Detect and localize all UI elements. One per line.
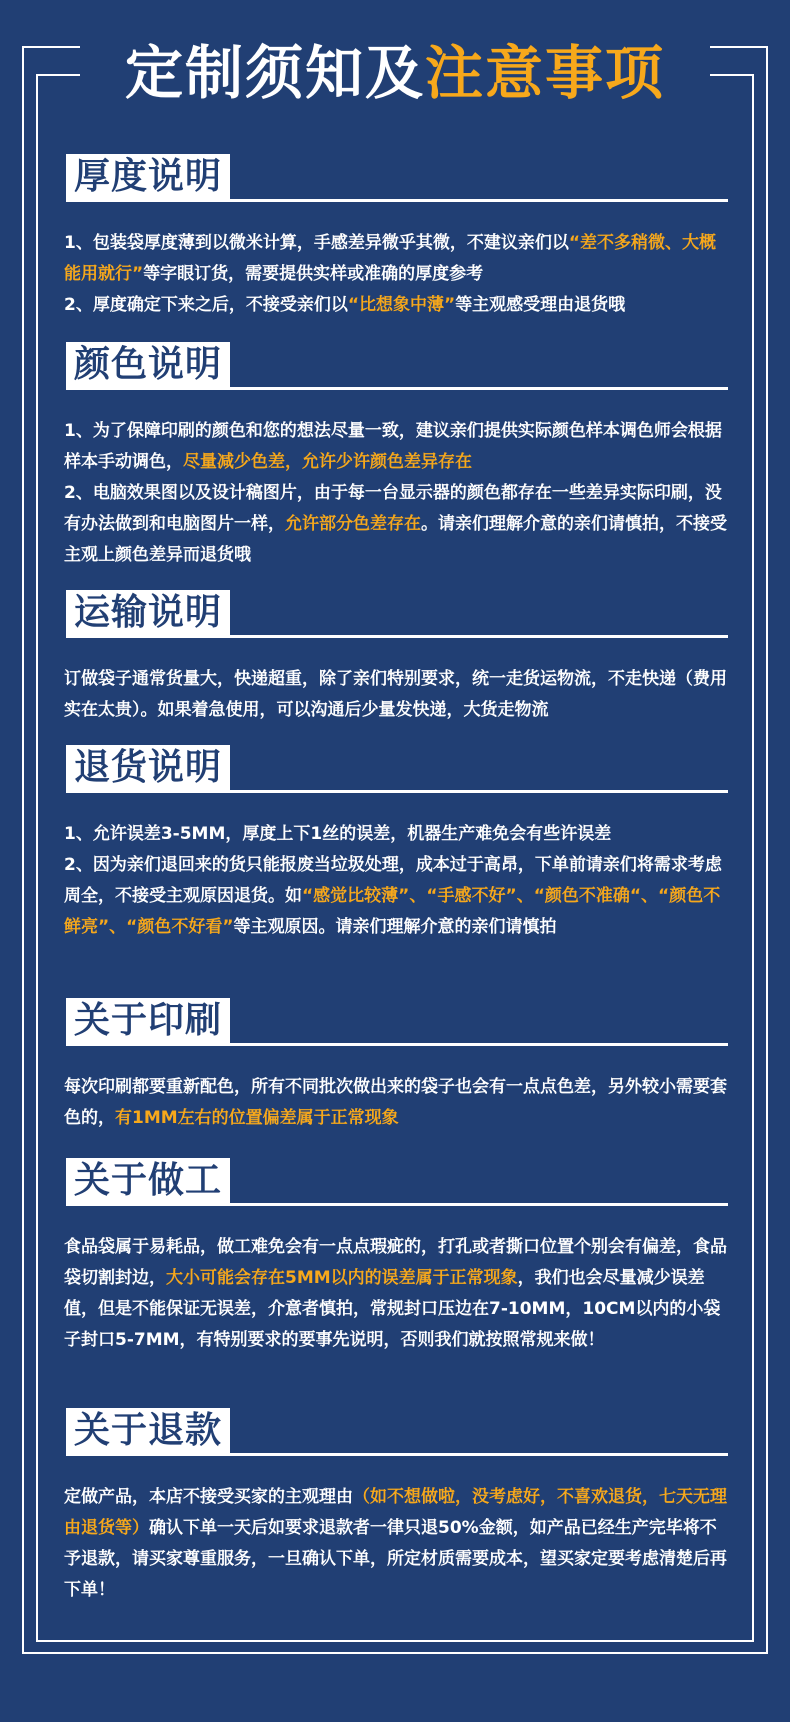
section-header — [64, 1408, 728, 1458]
body-text: 2、因为亲们退回来的货只能报废当垃圾处理，成本过于高昂，下单前请亲们将需求考虑周全，不接受主观原因退货。如 — [64, 855, 722, 906]
section-heading: 厚度说明 — [66, 154, 230, 200]
highlight-text: 大小可能会存在5MM以内的误差属于正常现象 — [166, 1268, 518, 1288]
section-color — [64, 342, 728, 571]
section-header — [64, 745, 728, 795]
body-text: 。请亲们理解介意的亲们请慎拍，不接受主观上颜色差异而退货哦 — [64, 514, 727, 565]
section-paragraph — [64, 228, 728, 290]
section-header — [64, 1158, 728, 1208]
page-title — [0, 38, 790, 108]
section-body — [64, 416, 728, 571]
body-text: 食品袋属于易耗品，做工难免会有一点点瑕疵的，打孔或者撕口位置个别会有偏差，食品袋切割封边， — [64, 1237, 727, 1288]
section-paragraph — [64, 416, 728, 478]
highlight-text: 允许部分色差存在 — [285, 514, 421, 534]
section-header — [64, 342, 728, 392]
body-text: 订做袋子通常货量大，快递超重，除了亲们特别要求，统一走货运物流，不走快递（费用实在太贵）。如果着急使用，可以沟通后少量发快递，大货走物流 — [64, 669, 727, 720]
section-rule — [66, 1043, 728, 1046]
body-text: 定做产品，本店不接受买家的主观理由 — [64, 1487, 353, 1507]
section-heading: 颜色说明 — [66, 342, 230, 388]
body-text: 1、包装袋厚度薄到以微米计算，手感差异微乎其微，不建议亲们以 — [64, 233, 569, 253]
section-thickness — [64, 154, 728, 321]
section-paragraph — [64, 819, 728, 850]
body-text: 等字眼订货，需要提供实样或准确的厚度参考 — [143, 264, 484, 284]
section-workmanship — [64, 1158, 728, 1356]
section-refunds — [64, 1408, 728, 1606]
section-body — [64, 228, 728, 321]
section-paragraph — [64, 850, 728, 943]
body-text: ，我们也会尽量减少误差值，但是不能保证无误差，介意者慎拍，常规封口压边在7-10MM，10CM以内的小袋子封口5-7MM，有特别要求的要事先说明，否则我们就按照常规来做！ — [64, 1268, 721, 1350]
section-heading: 运输说明 — [66, 590, 230, 636]
section-body — [64, 664, 728, 726]
section-heading: 关于印刷 — [66, 998, 230, 1044]
highlight-text: “比想象中薄” — [347, 295, 456, 315]
page-title-main: 定制须知及 — [124, 39, 425, 107]
section-shipping — [64, 590, 728, 726]
section-rule — [66, 1203, 728, 1206]
body-text: 每次印刷都要重新配色，所有不同批次做出来的袋子也会有一点点色差，另外较小需要套色的， — [64, 1077, 727, 1128]
section-paragraph — [64, 290, 728, 321]
section-returns — [64, 745, 728, 943]
section-body — [64, 1232, 728, 1356]
body-text: 等主观感受理由退货哦 — [455, 295, 626, 315]
body-text: 确认下单一天后如要求退款者一律只退50%金额，如产品已经生产完毕将不予退款，请买家尊重服务，一旦确认下单，所定材质需要成本，望买家定要考虑清楚后再下单！ — [64, 1518, 727, 1600]
body-text: 等主观原因。请亲们理解介意的亲们请慎拍 — [233, 917, 557, 937]
highlight-text: 尽量减少色差，允许少许颜色差异存在 — [183, 452, 472, 472]
section-paragraph — [64, 478, 728, 571]
section-paragraph — [64, 1072, 728, 1134]
body-text: 2、厚度确定下来之后，不接受亲们以 — [64, 295, 348, 315]
section-rule — [66, 1453, 728, 1456]
section-body — [64, 1482, 728, 1606]
section-header — [64, 154, 728, 204]
highlight-text: “感觉比较薄”、“手感不好”、“颜色不准确“、“颜色不鲜亮”、“颜色不好看” — [64, 886, 721, 937]
section-paragraph — [64, 1232, 728, 1356]
highlight-text: 有1MM左右的位置偏差属于正常现象 — [115, 1108, 399, 1128]
section-heading: 关于退款 — [66, 1408, 230, 1454]
section-rule — [66, 635, 728, 638]
section-heading: 退货说明 — [66, 745, 230, 791]
section-body — [64, 1072, 728, 1134]
body-text: 2、电脑效果图以及设计稿图片，由于每一台显示器的颜色都存在一些差异实际印刷，没有办法做到和电脑图片一样， — [64, 483, 722, 534]
section-rule — [66, 387, 728, 390]
section-printing — [64, 998, 728, 1134]
highlight-text: “差不多稍微、大概能用就行” — [64, 233, 717, 284]
page-title-highlight: 注意事项 — [425, 39, 666, 107]
highlight-text: （如不想做啦，没考虑好，不喜欢退货，七天无理由退货等） — [64, 1487, 727, 1538]
section-header — [64, 998, 728, 1048]
section-header — [64, 590, 728, 640]
section-paragraph — [64, 664, 728, 726]
section-heading: 关于做工 — [66, 1158, 230, 1204]
section-body — [64, 819, 728, 943]
section-rule — [66, 199, 728, 202]
section-paragraph — [64, 1482, 728, 1606]
body-text: 1、允许误差3-5MM，厚度上下1丝的误差，机器生产难免会有些许误差 — [64, 824, 612, 844]
section-rule — [66, 790, 728, 793]
body-text: 1、为了保障印刷的颜色和您的想法尽量一致，建议亲们提供实际颜色样本调色师会根据样本手动调色， — [64, 421, 722, 472]
